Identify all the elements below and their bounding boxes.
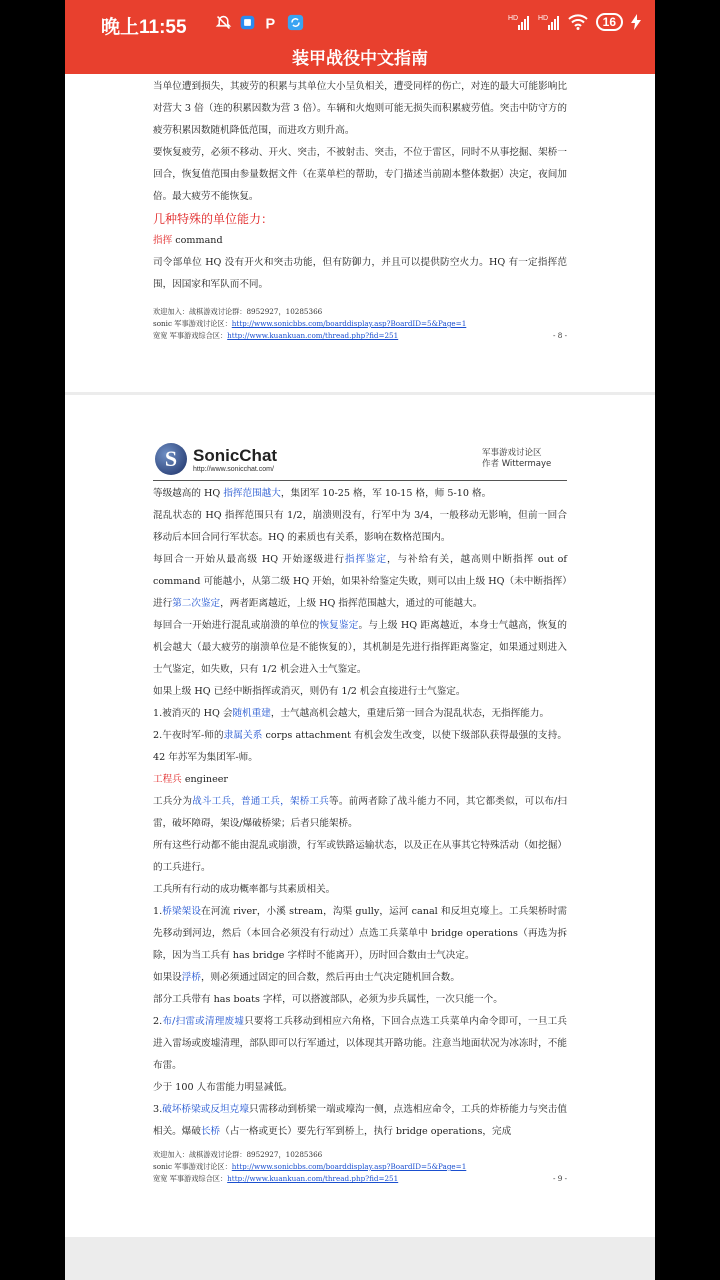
paragraph	[153, 549, 567, 615]
highlight-term: 隶属关系	[223, 730, 263, 741]
page-9-content	[153, 483, 567, 1143]
paragraph	[153, 901, 567, 967]
footer-line	[153, 1173, 567, 1185]
sonicchat-s-icon: S	[155, 443, 187, 475]
paragraph	[153, 967, 567, 989]
text-segment: 2.	[153, 1016, 163, 1027]
engineer-title: 工程兵	[153, 774, 182, 785]
text-segment: 如果设	[153, 972, 182, 983]
text-segment: 1.被消灭的 HQ 会	[153, 708, 233, 719]
footer-label: 宽宽 军事游戏综合区：	[153, 331, 228, 340]
text-segment: 2.午夜时军-师的	[153, 730, 224, 741]
status-bar	[65, 0, 655, 44]
logo-url: http://www.sonicchat.com/	[193, 465, 274, 473]
paragraph	[153, 879, 567, 901]
text-segment: 1.	[153, 906, 163, 917]
header-author: 作者 Wittermaye	[482, 459, 552, 469]
text-segment: 部分工兵带有 has boats 字样，可以搭渡部队，必须为步兵属性，一次只能一个。	[153, 994, 503, 1005]
page-number: - 8 -	[553, 331, 567, 340]
page-8-content	[153, 76, 567, 296]
text-segment: 。与上级 HQ 距离越近，本身士气越高，恢复的机会越大（最大疲劳的崩溃单位是不能恢复的），其机制是先进行指挥距离鉴定，如果通过则进入士气鉴定，如失败，只有 1/2 机会进入士气鉴定。	[153, 620, 567, 675]
body-lines-2	[153, 791, 567, 1143]
notification-icons	[215, 14, 304, 31]
highlight-term: 战斗工兵，普通工兵，架桥工兵	[192, 796, 330, 807]
text-segment: 少于 100 人布雷能力明显减低。	[153, 1082, 293, 1093]
term-en: command	[172, 235, 223, 246]
text-segment: 每回合一开始进行混乱或崩溃的单位的	[153, 620, 320, 631]
text-segment: 每回合一开始从最高级 HQ 开始逐级进行	[153, 554, 346, 565]
section-heading: 几种特殊的单位能力：	[153, 212, 274, 226]
footer-label: sonic 军事游戏讨论区：	[153, 319, 232, 328]
app-title: 装甲战役中文指南	[65, 44, 655, 74]
text-segment: 混乱状态的 HQ 指挥范围只有 1/2，崩溃则没有，行军中为 3/4，一般移动无影响，但前一回合移动后本回合同行军状态。HQ 的素质也有关系，影响在数格范围内。	[153, 510, 567, 543]
battery-indicator: 16	[596, 13, 623, 31]
highlight-term: 第二次鉴定	[172, 598, 221, 609]
text-segment: ，士气越高机会越大，重建后第一回合为混乱状态，无指挥能力。	[270, 708, 550, 719]
app-notification-icon	[239, 14, 256, 31]
paragraph: 要恢复疲劳，必须不移动、开火、突击，不被射击、突击，不位于雷区，同时不从事挖掘、架桥一回合，恢复值范围由参量数据文件（在菜单栏的帮助，专门描述当前剧本整体数据）决定，夜间加倍。最大疲劳不能恢复。	[153, 147, 567, 202]
highlight-term: 随机重建	[232, 708, 271, 719]
signal-icon	[508, 13, 530, 31]
body-lines	[153, 483, 567, 769]
text-segment: 等级越高的 HQ	[153, 488, 224, 499]
svg-text:P: P	[265, 16, 276, 31]
paragraph	[153, 681, 567, 703]
p-app-icon	[263, 14, 280, 31]
footer-line: 欢迎加入：战棋游戏讨论群：8952927，10285366	[153, 307, 323, 316]
text-segment: 如果上级 HQ 已经中断指挥或消灭，则仍有 1/2 机会直接进行士气鉴定。	[153, 686, 466, 697]
svg-text:HD: HD	[537, 15, 548, 22]
paragraph: 当单位遭到损失，其疲劳的积累与其单位大小呈负相关，遭受同样的伤亡，对连的最大可能影响比对营大 3 倍（连的积累因数为营 3 倍）。车辆和火炮则可能无损失而积累疲劳值。突击中防守方的疲劳积累因数随机降低范围，而进攻方则升高。	[153, 81, 567, 136]
document-page-8[interactable]	[65, 74, 655, 392]
sonicchat-logo	[155, 443, 277, 475]
text-segment: 只要将工兵移动到相应六角格，下回合点选工兵菜单内命令即可，一旦工兵进入雷场或废墟清理，部队即可以行军通过，以体现其开路功能。注意当地面状况为冰冻时，不能布雷。	[153, 1016, 567, 1071]
paragraph	[153, 1077, 567, 1099]
paragraph	[153, 505, 567, 549]
paragraph	[153, 835, 567, 879]
text-segment: 在河流 river，小溪 stream，沟渠 gully，运河 canal 和反坦克壕上。工兵架桥时需先移动到河边，然后（本回合必须没有行动过）点选工兵菜单中 bridge operations（再选为拆除，因为当工兵有 has bridge 字样时不能离开），历时回合数由士气决定。	[153, 906, 567, 961]
footer-label: sonic 军事游戏讨论区：	[153, 1162, 232, 1171]
highlight-term: 恢复鉴定	[319, 620, 359, 631]
highlight-term: 浮桥	[181, 972, 201, 983]
status-time: 晚上11:55	[101, 17, 187, 38]
document-page-9[interactable]	[65, 395, 655, 1237]
page-number: - 9 -	[553, 1174, 567, 1183]
text-segment: 所有这些行动都不能由混乱或崩溃，行军或铁路运输状态，以及正在从事其它特殊活动（如挖掘）的工兵进行。	[153, 840, 567, 873]
paragraph	[153, 989, 567, 1011]
sonicbbs-link[interactable]: http://www.sonicbbs.com/boarddisplay.asp?BoardID=5&Page=1	[231, 319, 467, 328]
paragraph	[153, 725, 567, 769]
paragraph	[153, 1011, 567, 1077]
highlight-term: 指挥鉴定	[345, 554, 388, 565]
text-segment: ，与补给有关，越高则中断指挥 out of command 可能越小，从第二级 HQ 开始，如果补给鉴定失败，则可以由上级 HQ（未中断指挥）进行	[153, 554, 567, 609]
page-8-footer	[153, 306, 567, 342]
footer-line	[153, 330, 567, 342]
term-title: 指挥	[153, 235, 173, 246]
header-divider	[153, 480, 567, 481]
paragraph	[153, 1099, 567, 1143]
system-indicators	[508, 13, 641, 31]
footer-line	[153, 318, 567, 330]
term-en: engineer	[181, 774, 229, 785]
text-segment: 只需移动到桥梁一端或壕沟一侧，点选相应命令，工兵的炸桥能力与突击值相关。爆破	[153, 1104, 568, 1137]
signal-icon-2	[538, 13, 560, 31]
text-segment: 3.	[153, 1104, 163, 1115]
term-line	[153, 769, 567, 791]
sync-icon	[287, 14, 304, 31]
text-segment: 工兵所有行动的成功概率都与其素质相关。	[153, 884, 336, 895]
paragraph	[153, 615, 567, 681]
svg-text:HD: HD	[507, 15, 518, 22]
charging-icon	[631, 14, 641, 30]
highlight-term: 桥梁架设	[162, 906, 202, 917]
term-line	[153, 230, 567, 252]
text-segment: 等。前两者除了战斗能力不同，其它都类似，可以布/扫雷，破坏障碍，架设/爆破桥梁；后者只能架桥。	[153, 796, 568, 829]
footer-line	[153, 1161, 567, 1173]
highlight-term: 破坏桥梁或反坦克壕	[162, 1104, 249, 1115]
footer-label: 宽宽 军事游戏综合区：	[153, 1174, 228, 1183]
paragraph	[153, 703, 567, 725]
bell-off-icon	[215, 14, 232, 31]
phone-screen	[65, 0, 655, 1280]
highlight-term: 长桥	[200, 1126, 221, 1137]
text-segment: ，两者距离越近，上级 HQ 指挥范围越大，通过的可能越大。	[220, 598, 483, 609]
text-segment: ，则必须通过固定的回合数，然后再由士气决定随机回合数。	[200, 972, 460, 983]
header-forum: 军事游戏讨论区	[482, 448, 542, 458]
text-segment: （占一格或更长）要先行军到桥上，执行 bridge operations，完成	[220, 1126, 512, 1137]
paragraph	[153, 791, 567, 835]
kuankuan-link[interactable]: http://www.kuankuan.com/thread.php?fid=251	[227, 1174, 399, 1183]
logo-text	[193, 446, 277, 473]
wifi-icon	[568, 14, 588, 30]
paragraph	[153, 483, 567, 505]
page-9-footer	[153, 1149, 567, 1185]
sonicbbs-link[interactable]: http://www.sonicbbs.com/boarddisplay.asp?BoardID=5&Page=1	[231, 1162, 467, 1171]
highlight-term: 布/扫雷或清理废墟	[162, 1016, 245, 1027]
footer-line: 欢迎加入：战棋游戏讨论群：8952927，10285366	[153, 1150, 323, 1159]
text-segment: ，集团军 10-25 格，军 10-15 格，师 5-10 格。	[280, 488, 492, 499]
text-segment: 工兵分为	[153, 796, 193, 807]
paragraph: 司令部单位 HQ 没有开火和突击功能，但有防御力，并且可以提供防空火力。HQ 有一定指挥范围，因国家和军队而不同。	[153, 257, 567, 290]
page-header-right	[482, 448, 551, 470]
kuankuan-link[interactable]: http://www.kuankuan.com/thread.php?fid=251	[227, 331, 399, 340]
text-segment: corps attachment 有机会发生改变，以使下级部队获得最强的支持。42 年苏军为集团军-师。	[153, 730, 567, 763]
highlight-term: 指挥范围越大	[223, 488, 281, 499]
logo-name: SonicChat	[193, 445, 278, 465]
